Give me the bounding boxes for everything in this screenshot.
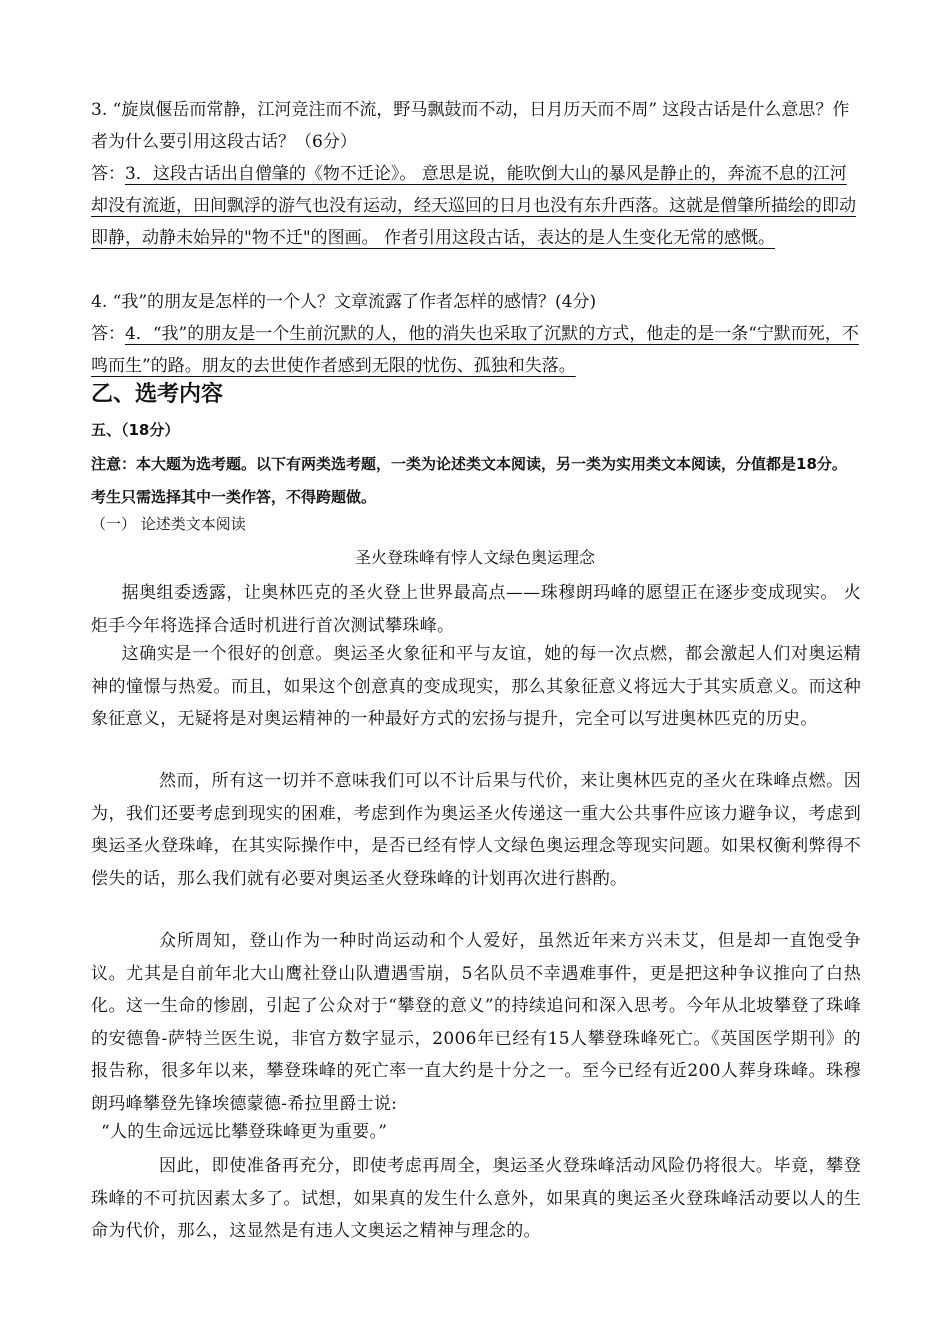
article-paragraph-1: 据奥组委透露，让奥林匹克的圣火登上世界最高点——珠穆朗玛峰的愿望正在逐步变成现实。 火炬手今年将选择合适时机进行首次测试攀珠峰。 xyxy=(91,583,861,636)
article-paragraph-4: 众所周知，登山作为一种时尚运动和个人爱好，虽然近年来方兴未艾，但是却一直饱受争议。尤其是自前年北大山鹰社登山队遭遇雪崩，5名队员不幸遇难事件，更是把这种争议推向了白热化。这一生命的惨剧，引起了公众对于“攀登的意义”的持续追问和深入思考。今年从北坡攀登了珠峰的安德鲁-萨特兰医生说，非官方数字显示，2006年已经有15人攀登珠峰死亡。《英国医学期刊》的报告称，很多年以来，攀登珠峰的死亡率一直大约是十分之一。至今已经有近200人葬身珠峰。珠穆朗玛峰攀登先锋埃德蒙德-希拉里爵士说: xyxy=(91,931,861,1114)
article-quote: “人的生命远远比攀登珠峰更为重要。” xyxy=(101,1122,388,1142)
article-title: 圣火登珠峰有悖人文绿色奥运理念 xyxy=(354,548,595,567)
article-paragraph-3: 然而，所有这一切并不意味我们可以不计后果与代价，来让奥林匹克的圣火在珠峰点燃。因为，我们还要考虑到现实的困难，考虑到作为奥运圣火传递这一重大公共事件应该力避争议，考虑到奥运圣火登珠峰，在其实际操作中，是否已经有悖人文绿色奥运理念等现实问题。如果权衡利弊得不偿失的话，那么我们就有必要对奥运圣火登珠峰的计划再次进行斟酌。 xyxy=(91,771,861,889)
notice: 注意：本大题为选考题。以下有两类选考题，一类为论述类文本阅读，另一类为实用类文本阅读，分值都是18分。考生只需选择其中一类作答，不得跨题做。 xyxy=(91,455,847,506)
answer-3 xyxy=(91,158,861,254)
answer-4 xyxy=(91,318,861,382)
answer-4-prefix: 答： xyxy=(91,324,125,344)
answer-3-prefix: 答： xyxy=(91,164,125,184)
answer-3-text: 3．这段古话出自僧肇的《物不迁论》。 意思是说，能吹倒大山的暴风是静止的，奔流不息的江河却没有流逝，田间飘浮的游气也没有运动，经天巡回的日月也没有东升西落。这就是僧肇所描绘的即动即静，动静未始异的"物不迁"的图画。 作者引用这段古话，表达的是人生变化无常的感慨。 xyxy=(91,164,856,248)
part-heading: 乙、选考内容 xyxy=(91,382,224,407)
subsection-label: （一） 论述类文本阅读 xyxy=(91,515,246,533)
question-3: 3. “旋岚偃岳而常静，江河竞注而不流，野马飘鼓而不动，日月历天而不周” 这段古话是什么意思？作者为什么要引用这段古话？（6分） xyxy=(91,100,850,152)
question-4: 4. “我”的朋友是怎样的一个人？文章流露了作者怎样的感情？(4分) xyxy=(91,292,597,312)
article-paragraph-5: 因此，即使准备再充分，即使考虑再周全，奥运圣火登珠峰活动风险仍将很大。毕竟，攀登珠峰的不可抗因素太多了。试想，如果真的发生什么意外，如果真的奥运圣火登珠峰活动要以人的生命为代价，那么，这显然是有违人文奥运之精神与理念的。 xyxy=(91,1156,861,1241)
section-label: 五、（18分） xyxy=(91,421,180,439)
answer-4-text: 4．“我”的朋友是一个生前沉默的人，他的消失也采取了沉默的方式，他走的是一条“宁默而死，不鸣而生”的路。朋友的去世使作者感到无限的忧伤、孤独和失落。 xyxy=(91,324,859,376)
article-paragraph-2: 这确实是一个很好的创意。奥运圣火象征和平与友谊，她的每一次点燃，都会激起人们对奥运精神的憧憬与热爱。而且，如果这个创意真的变成现实，那么其象征意义将远大于其实质意义。而这种象征意义，无疑将是对奥运精神的一种最好方式的宏扬与提升，完全可以写进奥林匹克的历史。 xyxy=(91,644,861,729)
